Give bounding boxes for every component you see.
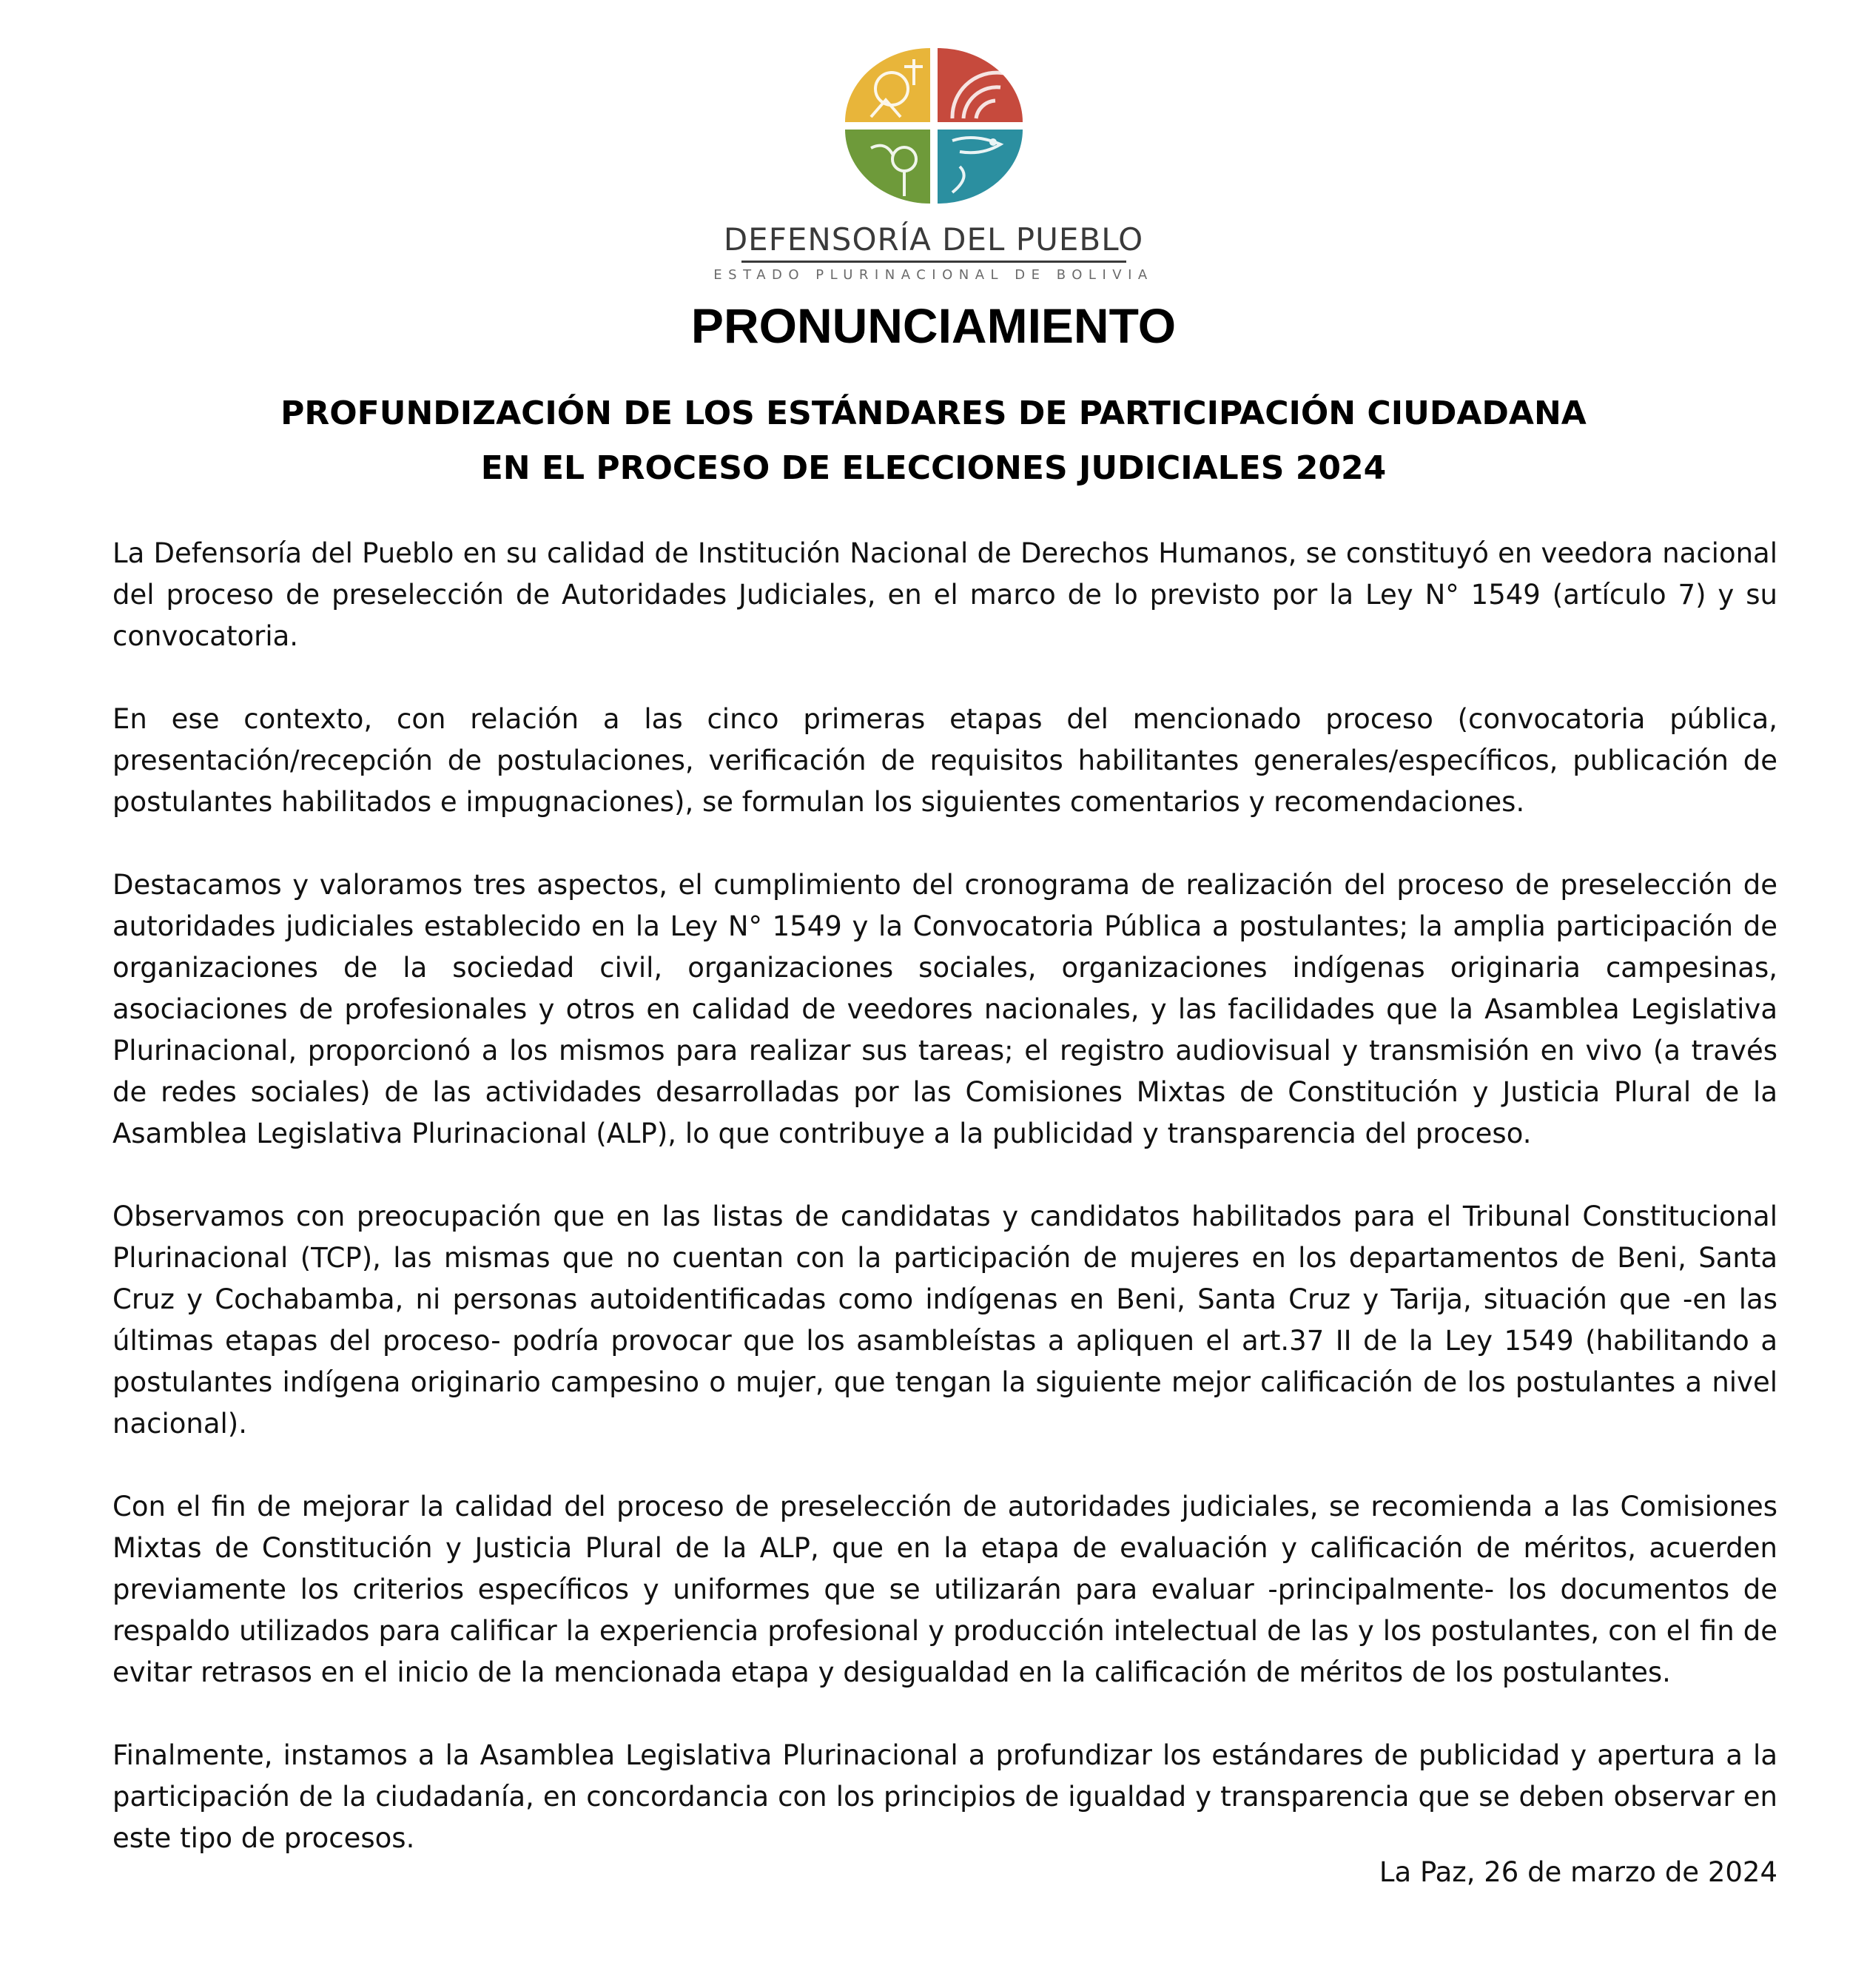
header-logo bbox=[0, 44, 1867, 283]
org-subtitle: ESTADO PLURINACIONAL DE BOLIVIA bbox=[713, 267, 1154, 283]
place-date: La Paz, 26 de marzo de 2024 bbox=[1379, 1856, 1777, 1888]
defensoria-emblem-icon bbox=[841, 44, 1026, 207]
subtitle-line-1: PROFUNDIZACIÓN DE LOS ESTÁNDARES DE PARTICIPACIÓN CIUDADANA bbox=[280, 394, 1587, 432]
document-title: PRONUNCIAMIENTO bbox=[690, 298, 1177, 353]
logo-divider bbox=[741, 261, 1126, 263]
paragraph-2: En ese contexto, con relación a las cinco primeras etapas del mencionado proceso (convocatoria pública, presentación/recepción de postulaciones, verificación de requisitos habilitantes generales/específicos, publicación de postulantes habilitados e impugnaciones), se formulan los siguientes comentarios y recomendaciones. bbox=[112, 703, 1777, 818]
document-body bbox=[112, 533, 1777, 1901]
org-name: DEFENSORÍA DEL PUEBLO bbox=[723, 221, 1144, 258]
paragraph-6: Finalmente, instamos a la Asamblea Legislativa Plurinacional a profundizar los estándares de publicidad y apertura a la participación de la ciudadanía, en concordancia con los principios de igualdad y transparencia que se deben observar en este tipo de procesos. bbox=[112, 1739, 1777, 1854]
document-subtitle bbox=[0, 386, 1867, 496]
paragraph-4: Observamos con preocupación que en las listas de candidatas y candidatos habilitados para el Tribunal Constitucional Plurinacional (TCP), las mismas que no cuentan con la participación de mujeres en los departamentos de Beni, Santa Cruz y Cochabamba, ni personas autoidentificadas como indígenas en Beni, Santa Cruz y Tarija, situación que -en las últimas etapas del proceso- podría provocar que los asambleístas a apliquen el art.37 II de la Ley 1549 (habilitando a postulantes indígena originario campesino o mujer, que tengan la siguiente mejor calificación de los postulantes a nivel nacional). bbox=[112, 1200, 1777, 1440]
subtitle-line-2: EN EL PROCESO DE ELECCIONES JUDICIALES 2024 bbox=[480, 449, 1387, 487]
paragraph-5: Con el fin de mejorar la calidad del proceso de preselección de autoridades judiciales, se recomienda a las Comisiones Mixtas de Constitución y Justicia Plural de la ALP, que en la etapa de evaluación y calificación de méritos, acuerden previamente los criterios específicos y uniformes que se utilizarán para evaluar -principalmente- los documentos de respaldo utilizados para calificar la experiencia profesional y producción intelectual de las y los postulantes, con el fin de evitar retrasos en el inicio de la mencionada etapa y desigualdad en la calificación de méritos de los postulantes. bbox=[112, 1491, 1777, 1688]
paragraph-3: Destacamos y valoramos tres aspectos, el cumplimiento del cronograma de realización del proceso de preselección de autoridades judiciales establecido en la Ley N° 1549 y la Convocatoria Pública a postulantes; la amplia participación de organizaciones de la sociedad civil, organizaciones sociales, organizaciones indígenas originaria campesinas, asociaciones de profesionales y otros en calidad de veedores nacionales, y las facilidades que la Asamblea Legislativa Plurinacional, proporcionó a los mismos para realizar sus tareas; el registro audiovisual y transmisión en vivo (a través de redes sociales) de las actividades desarrolladas por las Comisiones Mixtas de Constitución y Justicia Plural de la Asamblea Legislativa Plurinacional (ALP), lo que contribuye a la publicidad y transparencia del proceso. bbox=[112, 869, 1777, 1149]
paragraph-1: La Defensoría del Pueblo en su calidad de Institución Nacional de Derechos Humanos, se constituyó en veedora nacional del proceso de preselección de Autoridades Judiciales, en el marco de lo previsto por la Ley N° 1549 (artículo 7) y su convocatoria. bbox=[112, 537, 1777, 652]
